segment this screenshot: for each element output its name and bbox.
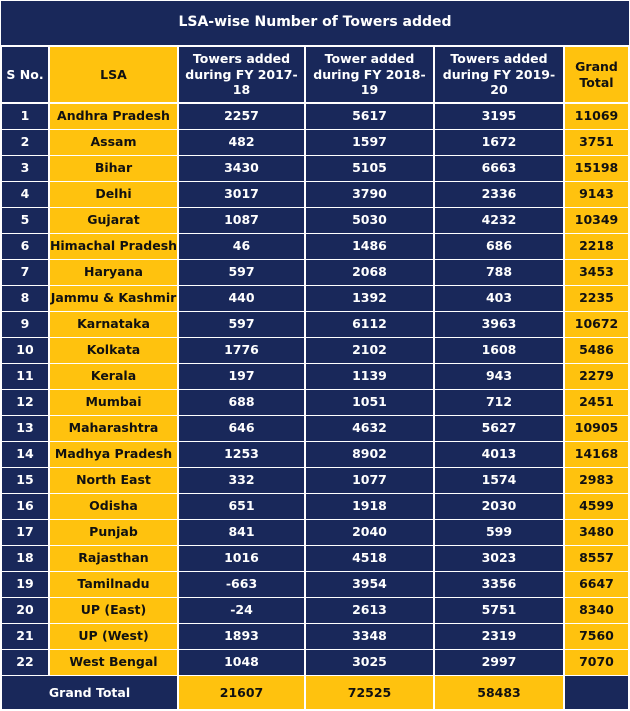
sno-cell: 2	[2, 130, 49, 155]
sno-cell: 13	[2, 416, 49, 441]
fy2017-18-cell: 651	[179, 494, 305, 519]
fy2018-19-cell: 1486	[306, 234, 434, 259]
lsa-cell: Rajasthan	[50, 546, 178, 571]
fy2019-20-cell: 403	[435, 286, 564, 311]
grand-total-fy2018-19: 72525	[306, 676, 434, 709]
fy2017-18-cell: 597	[179, 260, 305, 285]
fy2019-20-cell: 3195	[435, 104, 564, 129]
fy2018-19-cell: 1392	[306, 286, 434, 311]
table-title: LSA-wise Number of Towers added	[1, 1, 629, 45]
fy2019-20-cell: 3963	[435, 312, 564, 337]
fy2017-18-cell: 2257	[179, 104, 305, 129]
lsa-cell: Jammu & Kashmir	[50, 286, 178, 311]
fy2019-20-cell: 712	[435, 390, 564, 415]
lsa-cell: Delhi	[50, 182, 178, 207]
grand-total-cell: 5486	[565, 338, 629, 363]
fy2018-19-cell: 3348	[306, 624, 434, 649]
lsa-cell: Andhra Pradesh	[50, 104, 178, 129]
fy2018-19-cell: 1051	[306, 390, 434, 415]
lsa-cell: West Bengal	[50, 650, 178, 675]
fy2019-20-cell: 1574	[435, 468, 564, 493]
grand-total-overall	[565, 676, 629, 709]
fy2017-18-cell: 841	[179, 520, 305, 545]
fy2019-20-cell: 3023	[435, 546, 564, 571]
grand-total-cell: 7560	[565, 624, 629, 649]
sno-cell: 22	[2, 650, 49, 675]
fy2019-20-cell: 943	[435, 364, 564, 389]
sno-cell: 6	[2, 234, 49, 259]
lsa-cell: Punjab	[50, 520, 178, 545]
fy2017-18-cell: 646	[179, 416, 305, 441]
lsa-cell: Mumbai	[50, 390, 178, 415]
grand-total-cell: 2983	[565, 468, 629, 493]
grand-total-cell: 8340	[565, 598, 629, 623]
lsa-cell: Himachal Pradesh	[50, 234, 178, 259]
grand-total-cell: 3480	[565, 520, 629, 545]
fy2018-19-cell: 2613	[306, 598, 434, 623]
fy2018-19-cell: 2068	[306, 260, 434, 285]
lsa-cell: Madhya Pradesh	[50, 442, 178, 467]
fy2018-19-cell: 5030	[306, 208, 434, 233]
fy2017-18-cell: -663	[179, 572, 305, 597]
grand-total-cell: 10349	[565, 208, 629, 233]
fy2018-19-cell: 1597	[306, 130, 434, 155]
sno-cell: 14	[2, 442, 49, 467]
sno-cell: 12	[2, 390, 49, 415]
col-header-lsa: LSA	[50, 47, 178, 102]
lsa-cell: Bihar	[50, 156, 178, 181]
fy2019-20-cell: 6663	[435, 156, 564, 181]
grand-total-cell: 4599	[565, 494, 629, 519]
fy2017-18-cell: 197	[179, 364, 305, 389]
fy2019-20-cell: 3356	[435, 572, 564, 597]
lsa-cell: Karnataka	[50, 312, 178, 337]
fy2018-19-cell: 1077	[306, 468, 434, 493]
fy2018-19-cell: 8902	[306, 442, 434, 467]
fy2017-18-cell: 1253	[179, 442, 305, 467]
col-header-sno: S No.	[2, 47, 49, 102]
fy2017-18-cell: 482	[179, 130, 305, 155]
grand-total-cell: 14168	[565, 442, 629, 467]
lsa-cell: North East	[50, 468, 178, 493]
fy2019-20-cell: 788	[435, 260, 564, 285]
col-header-fy2017-18: Towers added during FY 2017-18	[179, 47, 305, 102]
lsa-cell: Maharashtra	[50, 416, 178, 441]
fy2018-19-cell: 3790	[306, 182, 434, 207]
fy2017-18-cell: 1087	[179, 208, 305, 233]
fy2018-19-cell: 2040	[306, 520, 434, 545]
grand-total-cell: 10672	[565, 312, 629, 337]
lsa-cell: Kolkata	[50, 338, 178, 363]
sno-cell: 8	[2, 286, 49, 311]
fy2019-20-cell: 686	[435, 234, 564, 259]
fy2017-18-cell: 3017	[179, 182, 305, 207]
towers-table	[1, 1, 629, 709]
fy2017-18-cell: 440	[179, 286, 305, 311]
fy2019-20-cell: 1672	[435, 130, 564, 155]
fy2017-18-cell: 1893	[179, 624, 305, 649]
lsa-cell: Tamilnadu	[50, 572, 178, 597]
grand-total-cell: 3453	[565, 260, 629, 285]
fy2019-20-cell: 2336	[435, 182, 564, 207]
grand-total-fy2017-18: 21607	[179, 676, 305, 709]
col-header-grand-total: Grand Total	[565, 47, 629, 102]
fy2017-18-cell: 1048	[179, 650, 305, 675]
sno-cell: 15	[2, 468, 49, 493]
sno-cell: 18	[2, 546, 49, 571]
lsa-cell: Odisha	[50, 494, 178, 519]
grand-total-cell: 8557	[565, 546, 629, 571]
grand-total-cell: 6647	[565, 572, 629, 597]
fy2019-20-cell: 4013	[435, 442, 564, 467]
fy2017-18-cell: 332	[179, 468, 305, 493]
lsa-cell: Haryana	[50, 260, 178, 285]
grand-total-cell: 2279	[565, 364, 629, 389]
lsa-cell: Kerala	[50, 364, 178, 389]
grand-total-cell: 2451	[565, 390, 629, 415]
sno-cell: 16	[2, 494, 49, 519]
fy2017-18-cell: 1016	[179, 546, 305, 571]
sno-cell: 4	[2, 182, 49, 207]
sno-cell: 21	[2, 624, 49, 649]
lsa-cell: UP (West)	[50, 624, 178, 649]
sno-cell: 20	[2, 598, 49, 623]
fy2019-20-cell: 2319	[435, 624, 564, 649]
fy2019-20-cell: 1608	[435, 338, 564, 363]
fy2018-19-cell: 2102	[306, 338, 434, 363]
sno-cell: 19	[2, 572, 49, 597]
col-header-fy2018-19: Tower added during FY 2018-19	[306, 47, 434, 102]
sno-cell: 7	[2, 260, 49, 285]
sno-cell: 10	[2, 338, 49, 363]
fy2018-19-cell: 3025	[306, 650, 434, 675]
fy2018-19-cell: 4518	[306, 546, 434, 571]
fy2019-20-cell: 4232	[435, 208, 564, 233]
fy2017-18-cell: 597	[179, 312, 305, 337]
grand-total-cell: 7070	[565, 650, 629, 675]
fy2017-18-cell: 3430	[179, 156, 305, 181]
fy2019-20-cell: 2030	[435, 494, 564, 519]
sno-cell: 3	[2, 156, 49, 181]
fy2018-19-cell: 3954	[306, 572, 434, 597]
col-header-fy2019-20: Towers added during FY 2019-20	[435, 47, 564, 102]
lsa-cell: Assam	[50, 130, 178, 155]
fy2018-19-cell: 4632	[306, 416, 434, 441]
grand-total-cell: 15198	[565, 156, 629, 181]
sno-cell: 1	[2, 104, 49, 129]
grand-total-cell: 2235	[565, 286, 629, 311]
fy2018-19-cell: 5617	[306, 104, 434, 129]
fy2017-18-cell: -24	[179, 598, 305, 623]
grand-total-cell: 10905	[565, 416, 629, 441]
sno-cell: 17	[2, 520, 49, 545]
fy2018-19-cell: 1918	[306, 494, 434, 519]
lsa-cell: UP (East)	[50, 598, 178, 623]
fy2018-19-cell: 6112	[306, 312, 434, 337]
grand-total-cell: 9143	[565, 182, 629, 207]
fy2017-18-cell: 1776	[179, 338, 305, 363]
fy2019-20-cell: 2997	[435, 650, 564, 675]
sno-cell: 9	[2, 312, 49, 337]
fy2019-20-cell: 5627	[435, 416, 564, 441]
sno-cell: 11	[2, 364, 49, 389]
grand-total-cell: 11069	[565, 104, 629, 129]
fy2019-20-cell: 5751	[435, 598, 564, 623]
sno-cell: 5	[2, 208, 49, 233]
grand-total-fy2019-20: 58483	[435, 676, 564, 709]
lsa-cell: Gujarat	[50, 208, 178, 233]
fy2018-19-cell: 5105	[306, 156, 434, 181]
grand-total-cell: 3751	[565, 130, 629, 155]
grand-total-cell: 2218	[565, 234, 629, 259]
fy2017-18-cell: 46	[179, 234, 305, 259]
fy2019-20-cell: 599	[435, 520, 564, 545]
fy2017-18-cell: 688	[179, 390, 305, 415]
grand-total-label: Grand Total	[2, 676, 178, 709]
fy2018-19-cell: 1139	[306, 364, 434, 389]
